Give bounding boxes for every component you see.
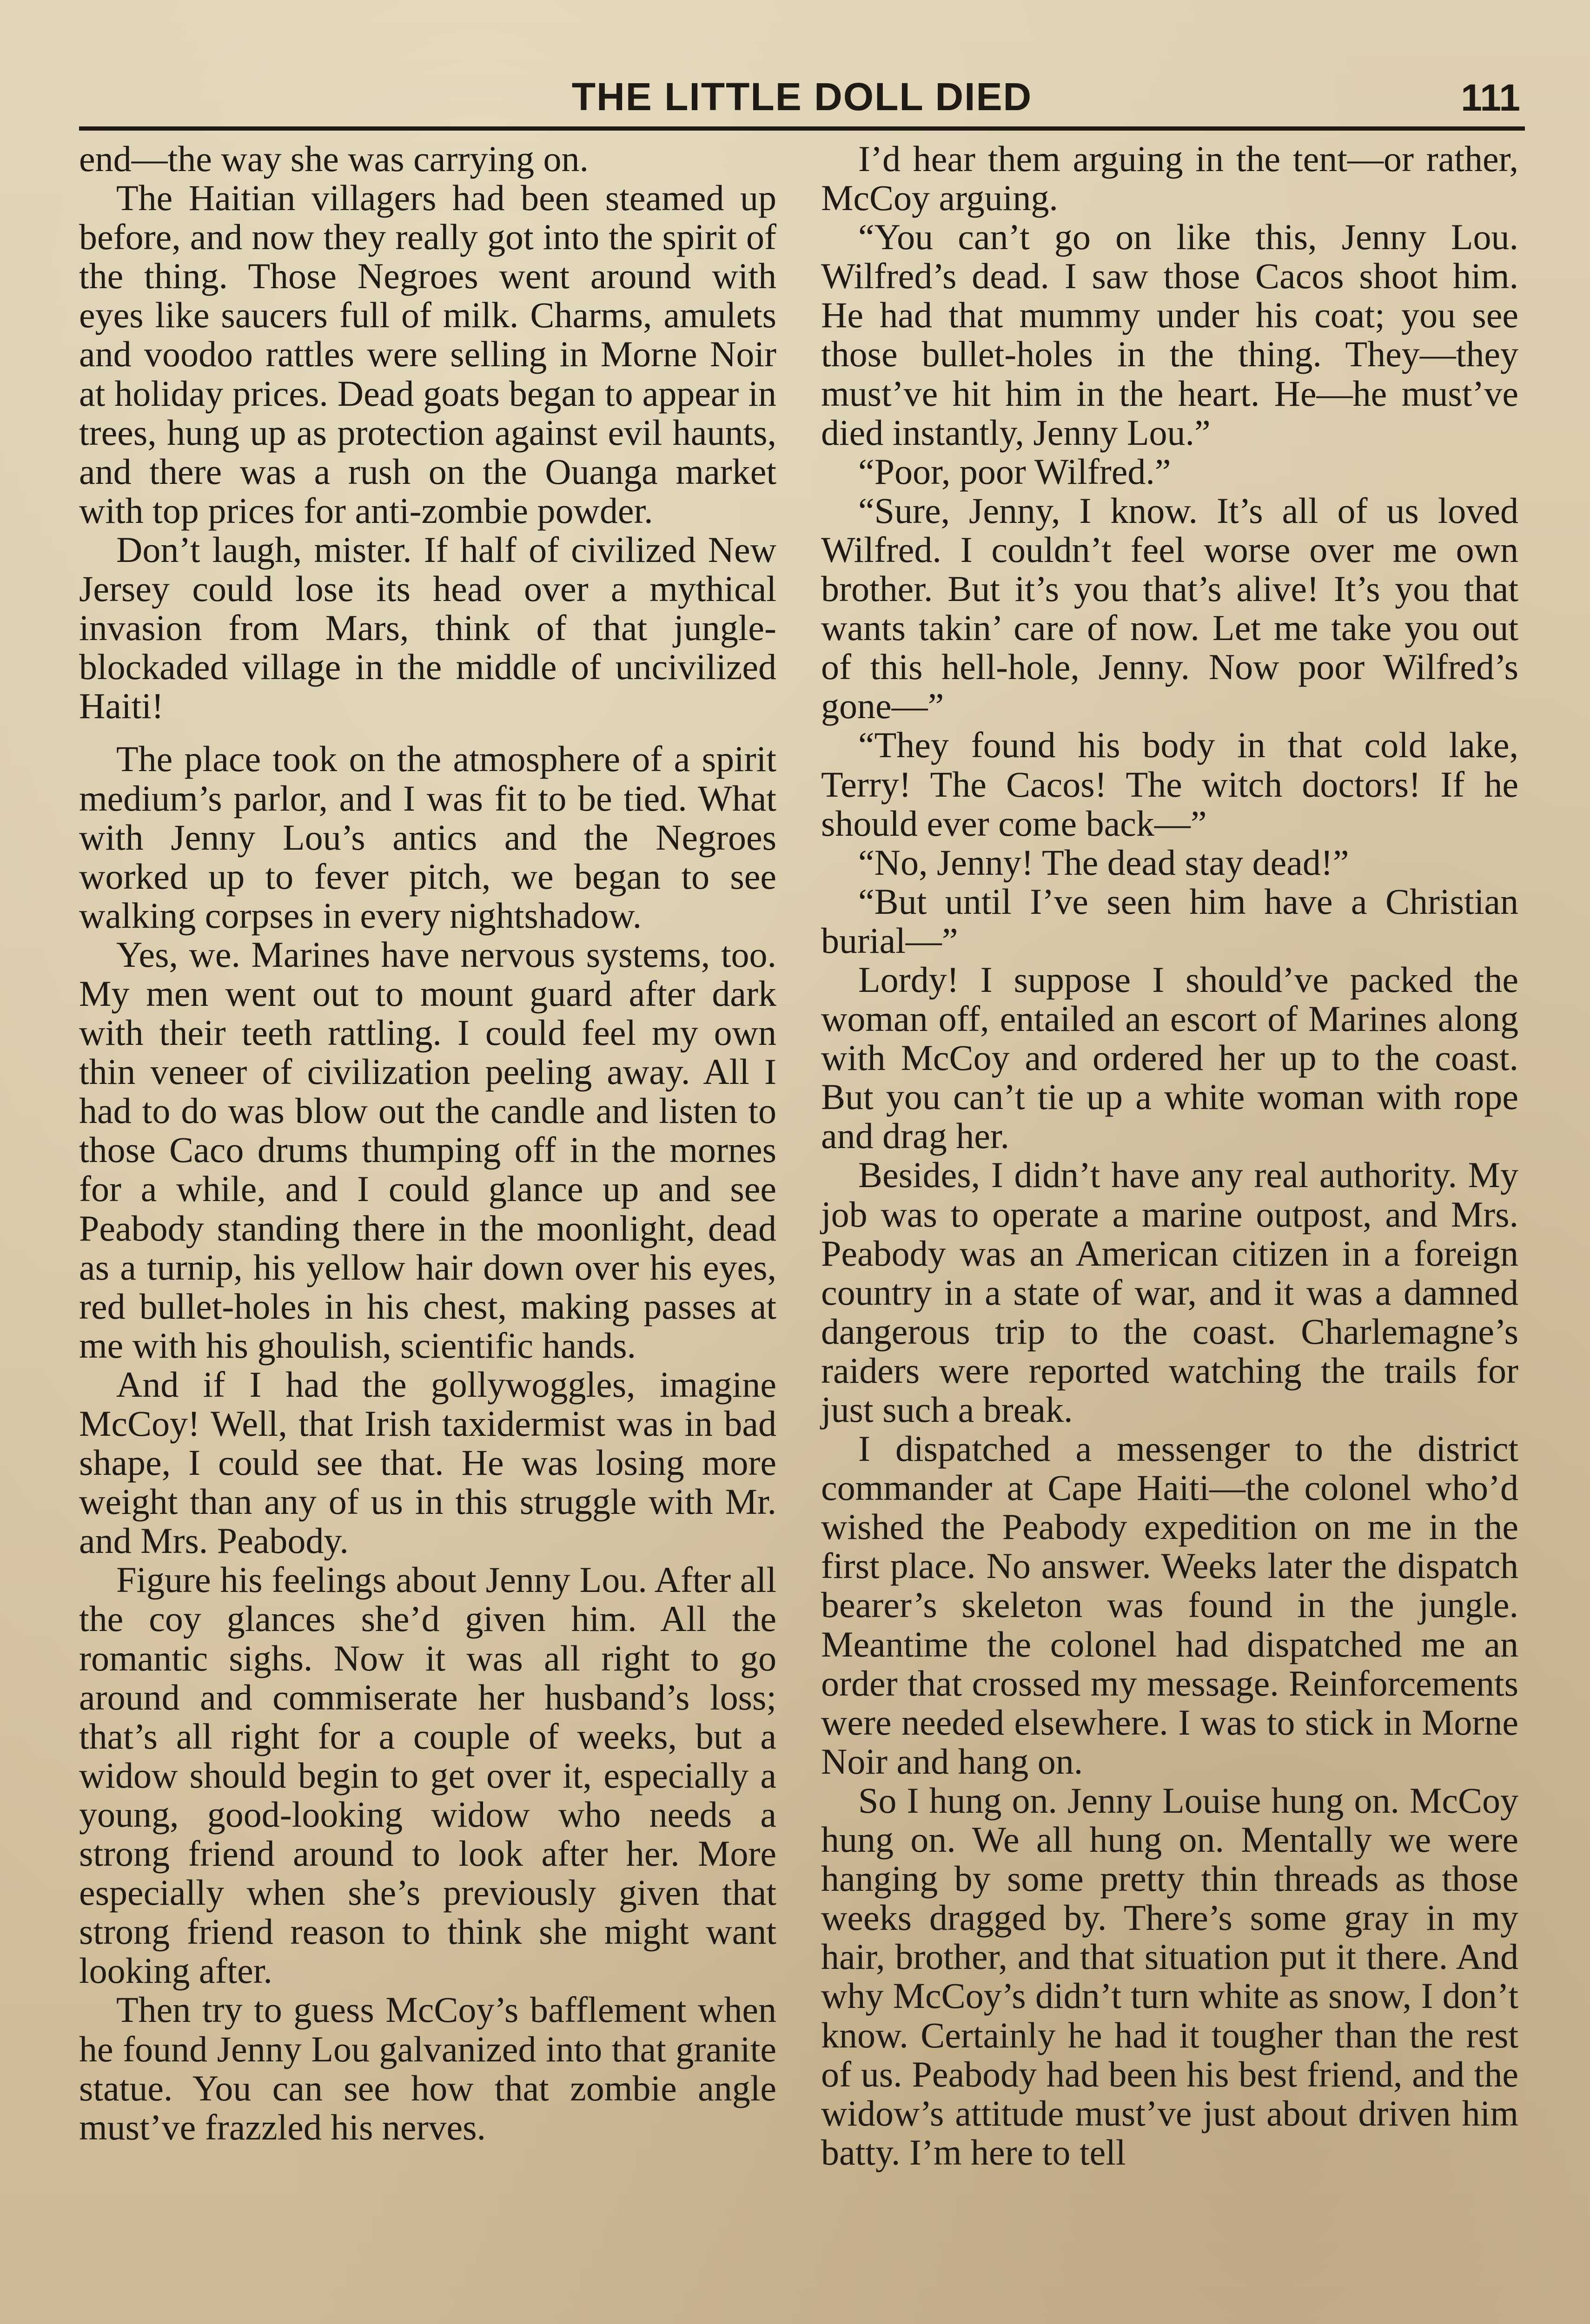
paragraph: Yes, we. Marines have nervous systems, too. My men went out to mount guard after dark with their teeth rattling. I could feel my own thin veneer of civilization peeling away. All I had to do was blow out the candle and listen to those Caco drums thumping off in the mornes for a while, and I could glance up and see Peabody standing there in the moonlight, dead as a turnip, his yellow hair down over his eyes, red bullet-holes in his chest, making passes at me with his ghoulish, scientific hands. bbox=[79, 934, 776, 1366]
paragraph: “Poor, poor Wilfred.” bbox=[858, 451, 1171, 492]
paragraph: “But until I’ve seen him have a Christian burial—” bbox=[821, 881, 1518, 961]
paragraph: I dispatched a messenger to the district commander at Cape Haiti—the colonel who’d wished the Peabody expedition on me in the first place. No answer. Weeks later the dispatch bearer’s skeleton was found in the jungle. Meantime the colonel had dispatched me an order that crossed my message. Reinforcements were needed elsewhere. I was to stick in Morne Noir and hang on. bbox=[821, 1428, 1518, 1782]
paragraph: Then try to guess McCoy’s bafflement when he found Jenny Lou galvanized into that granite statue. You can see how that zombie angle must’ve frazzled his nerves. bbox=[79, 1989, 776, 2147]
running-header bbox=[79, 70, 1525, 125]
paragraph: Don’t laugh, mister. If half of civilized New Jersey could lose its head over a mythical invasion from Mars, think of that jungle-blockaded village in the middle of uncivilized Haiti! bbox=[79, 529, 776, 726]
paragraph: The Haitian villagers had been steamed up before, and now they really got into the spirit of the thing. Those Negroes went around with eyes like saucers full of milk. Charms, amulets and voodoo rattles were selling in Morne Noir at holiday prices. Dead goats began to appear in trees, hung up as protection against evil haunts, and there was a rush on the Ouanga market with top prices for anti-zombie powder. bbox=[79, 178, 776, 531]
paragraph: “No, Jenny! The dead stay dead!” bbox=[858, 842, 1349, 883]
page-number: 111 bbox=[1461, 77, 1520, 119]
left-text-column bbox=[79, 139, 776, 2147]
right-text-column bbox=[821, 139, 1518, 2172]
paragraph: end—the way she was carrying on. bbox=[79, 139, 589, 179]
paragraph: Besides, I didn’t have any real authority. My job was to operate a marine outpost, and Mrs. Peabody was an American citizen in a foreign country in a state of war, and it was a damned dangerous trip to the coast. Charlemagne’s raiders were reported watching the trails for just such a break. bbox=[821, 1155, 1518, 1430]
paragraph: “Sure, Jenny, I know. It’s all of us loved Wilfred. I couldn’t feel worse over me own brother. But it’s you that’s alive! It’s you that wants takin’ care of now. Let me take you out of this hell-hole, Jenny. Now poor Wilfred’s gone—” bbox=[821, 490, 1518, 726]
running-title: THE LITTLE DOLL DIED bbox=[571, 75, 1033, 119]
paragraph: So I hung on. Jenny Louise hung on. McCoy hung on. We all hung on. Mentally we were hanging by some pretty thin threads as those weeks dragged by. There’s some gray in my hair, brother, and that situation put it there. And why McCoy’s didn’t turn white as snow, I don’t know. Certainly he had it tougher than the rest of us. Peabody had been his best friend, and the widow’s attitude must’ve just about driven him batty. I’m here to tell bbox=[821, 1780, 1518, 2172]
header-rule bbox=[79, 126, 1525, 131]
paragraph: Lordy! I suppose I should’ve packed the woman off, entailed an escort of Marines along with McCoy and ordered her up to the coast. But you can’t tie up a white woman with rope and drag her. bbox=[821, 959, 1518, 1156]
paragraph: Figure his feelings about Jenny Lou. After all the coy glances she’d given him. All the romantic sighs. Now it was all right to go around and commiserate her husband’s loss; that’s all right for a couple of weeks, but a widow should begin to get over it, especially a young, good-looking widow who needs a strong friend around to look after her. More especially when she’s previously given that strong friend reason to think she might want looking after. bbox=[79, 1559, 776, 1991]
paragraph: “They found his body in that cold lake, Terry! The Cacos! The witch doctors! If he should ever come back—” bbox=[821, 725, 1518, 844]
paragraph: I’d hear them arguing in the tent—or rather, McCoy arguing. bbox=[821, 139, 1518, 218]
paragraph: The place took on the atmosphere of a spirit medium’s parlor, and I was fit to be tied. What with Jenny Lou’s antics and the Negroes worked up to fever pitch, we began to see walking corpses in every nightshadow. bbox=[79, 739, 776, 936]
paragraph: And if I had the gollywoggles, imagine McCoy! Well, that Irish taxidermist was in bad shape, I could see that. He was losing more weight than any of us in this struggle with Mr. and Mrs. Peabody. bbox=[79, 1364, 776, 1561]
paragraph: “You can’t go on like this, Jenny Lou. Wilfred’s dead. I saw those Cacos shoot him. He had that mummy under his coat; you see those bullet-holes in the thing. They—they must’ve hit him in the heart. He—he must’ve died instantly, Jenny Lou.” bbox=[821, 217, 1518, 453]
